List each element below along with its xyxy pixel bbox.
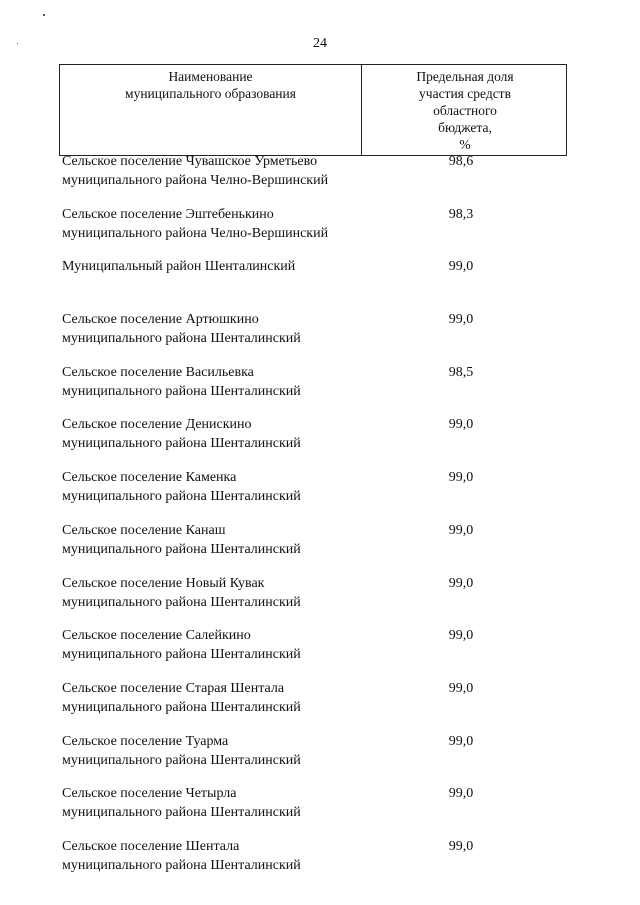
table-row [0, 679, 640, 732]
municipality-name-line: Сельское поселение Четырла [62, 786, 237, 802]
header-share-line: % [459, 137, 471, 152]
table-body [0, 152, 640, 890]
municipality-name [62, 152, 392, 190]
municipality-name-line: Сельское поселение Новый Кувак [62, 575, 265, 591]
municipality-name-line: муниципального района Шенталинский [62, 857, 301, 873]
municipality-name [62, 521, 392, 559]
scan-speck [43, 14, 45, 16]
municipality-name-line: муниципального района Шенталинский [62, 489, 301, 505]
budget-share-value: 99,0 [448, 417, 474, 433]
municipality-name-line: Сельское поселение Артюшкино [62, 312, 259, 328]
budget-share-value: 99,0 [448, 312, 474, 328]
municipality-name-line: Сельское поселение Туарма [62, 733, 229, 749]
municipality-name [62, 574, 392, 612]
municipality-name [62, 415, 392, 453]
table-row [0, 521, 640, 574]
municipality-name [62, 679, 392, 717]
budget-share-value: 99,0 [448, 838, 474, 854]
budget-share-value: 99,0 [448, 733, 474, 749]
table-row [0, 310, 640, 363]
table-row [0, 415, 640, 468]
municipality-name-line: муниципального района Шенталинский [62, 436, 301, 452]
municipality-name-line: Сельское поселение Старая Шентала [62, 680, 285, 696]
municipality-name-line: муниципального района Шенталинский [62, 699, 301, 715]
municipality-name [62, 784, 392, 822]
municipality-name [62, 257, 392, 276]
budget-share-value: 99,0 [448, 522, 474, 538]
municipality-name-line: муниципального района Шенталинский [62, 331, 301, 347]
municipality-name-line: Сельское поселение Каменка [62, 470, 237, 486]
municipality-name-line: муниципального района Челно-Вершинский [62, 173, 329, 188]
municipality-name-line: муниципального района Шенталинский [62, 647, 301, 663]
header-share-line: бюджета, [438, 120, 492, 135]
table-row [0, 837, 640, 890]
municipality-name-line: Сельское поселение Васильевка [62, 364, 254, 380]
municipality-name-line: Сельское поселение Чувашское Урметьево [62, 154, 318, 169]
municipality-name [62, 205, 392, 243]
header-name-line: Наименование [168, 69, 253, 84]
municipality-name-line: Сельское поселение Салейкино [62, 628, 251, 644]
budget-share-value: 99,0 [448, 575, 474, 591]
municipality-name [62, 732, 392, 770]
table-row [0, 363, 640, 416]
municipality-name-line: Сельское поселение Канаш [62, 522, 226, 538]
table-row [0, 626, 640, 679]
page-number: 24 [313, 36, 327, 51]
header-share-line: областного [433, 103, 497, 118]
table-row [0, 784, 640, 837]
header-share-line: участия средств [419, 86, 511, 101]
header-name-column [60, 68, 361, 102]
municipality-name [62, 468, 392, 506]
budget-share-value: 98,6 [448, 154, 474, 169]
budget-share-value: 99,0 [448, 259, 474, 275]
table-row [0, 574, 640, 627]
municipality-name [62, 363, 392, 401]
municipality-name-line: Сельское поселение Эштебенькино [62, 206, 274, 222]
budget-share-value: 98,5 [448, 364, 474, 380]
table-row [0, 152, 640, 205]
table-row [0, 468, 640, 521]
budget-share-value: 99,0 [448, 628, 474, 644]
table-header [59, 64, 567, 156]
municipality-name-line: муниципального района Шенталинский [62, 383, 301, 399]
municipality-name-line: муниципального района Челно-Вершинский [62, 225, 329, 241]
municipality-name [62, 310, 392, 348]
header-share-line: Предельная доля [416, 69, 514, 84]
municipality-name-line: Сельское поселение Денискино [62, 417, 252, 433]
table-row [0, 205, 640, 258]
table-row [0, 732, 640, 785]
budget-share-value: 99,0 [448, 470, 474, 486]
municipality-name [62, 837, 392, 875]
municipality-name-line: муниципального района Шенталинский [62, 752, 301, 768]
municipality-name-line: Сельское поселение Шентала [62, 838, 240, 854]
municipality-name-line: Муниципальный район Шенталинский [62, 259, 296, 275]
header-share-column [362, 68, 568, 153]
municipality-name-line: муниципального района Шенталинский [62, 594, 301, 610]
municipality-name-line: муниципального района Шенталинский [62, 541, 301, 557]
budget-share-value: 98,3 [448, 206, 474, 222]
header-name-line: муниципального образования [125, 86, 296, 101]
table-row [0, 257, 640, 310]
municipality-name-line: муниципального района Шенталинский [62, 805, 301, 821]
budget-share-value: 99,0 [448, 786, 474, 802]
budget-share-value: 99,0 [448, 680, 474, 696]
municipality-name [62, 626, 392, 664]
